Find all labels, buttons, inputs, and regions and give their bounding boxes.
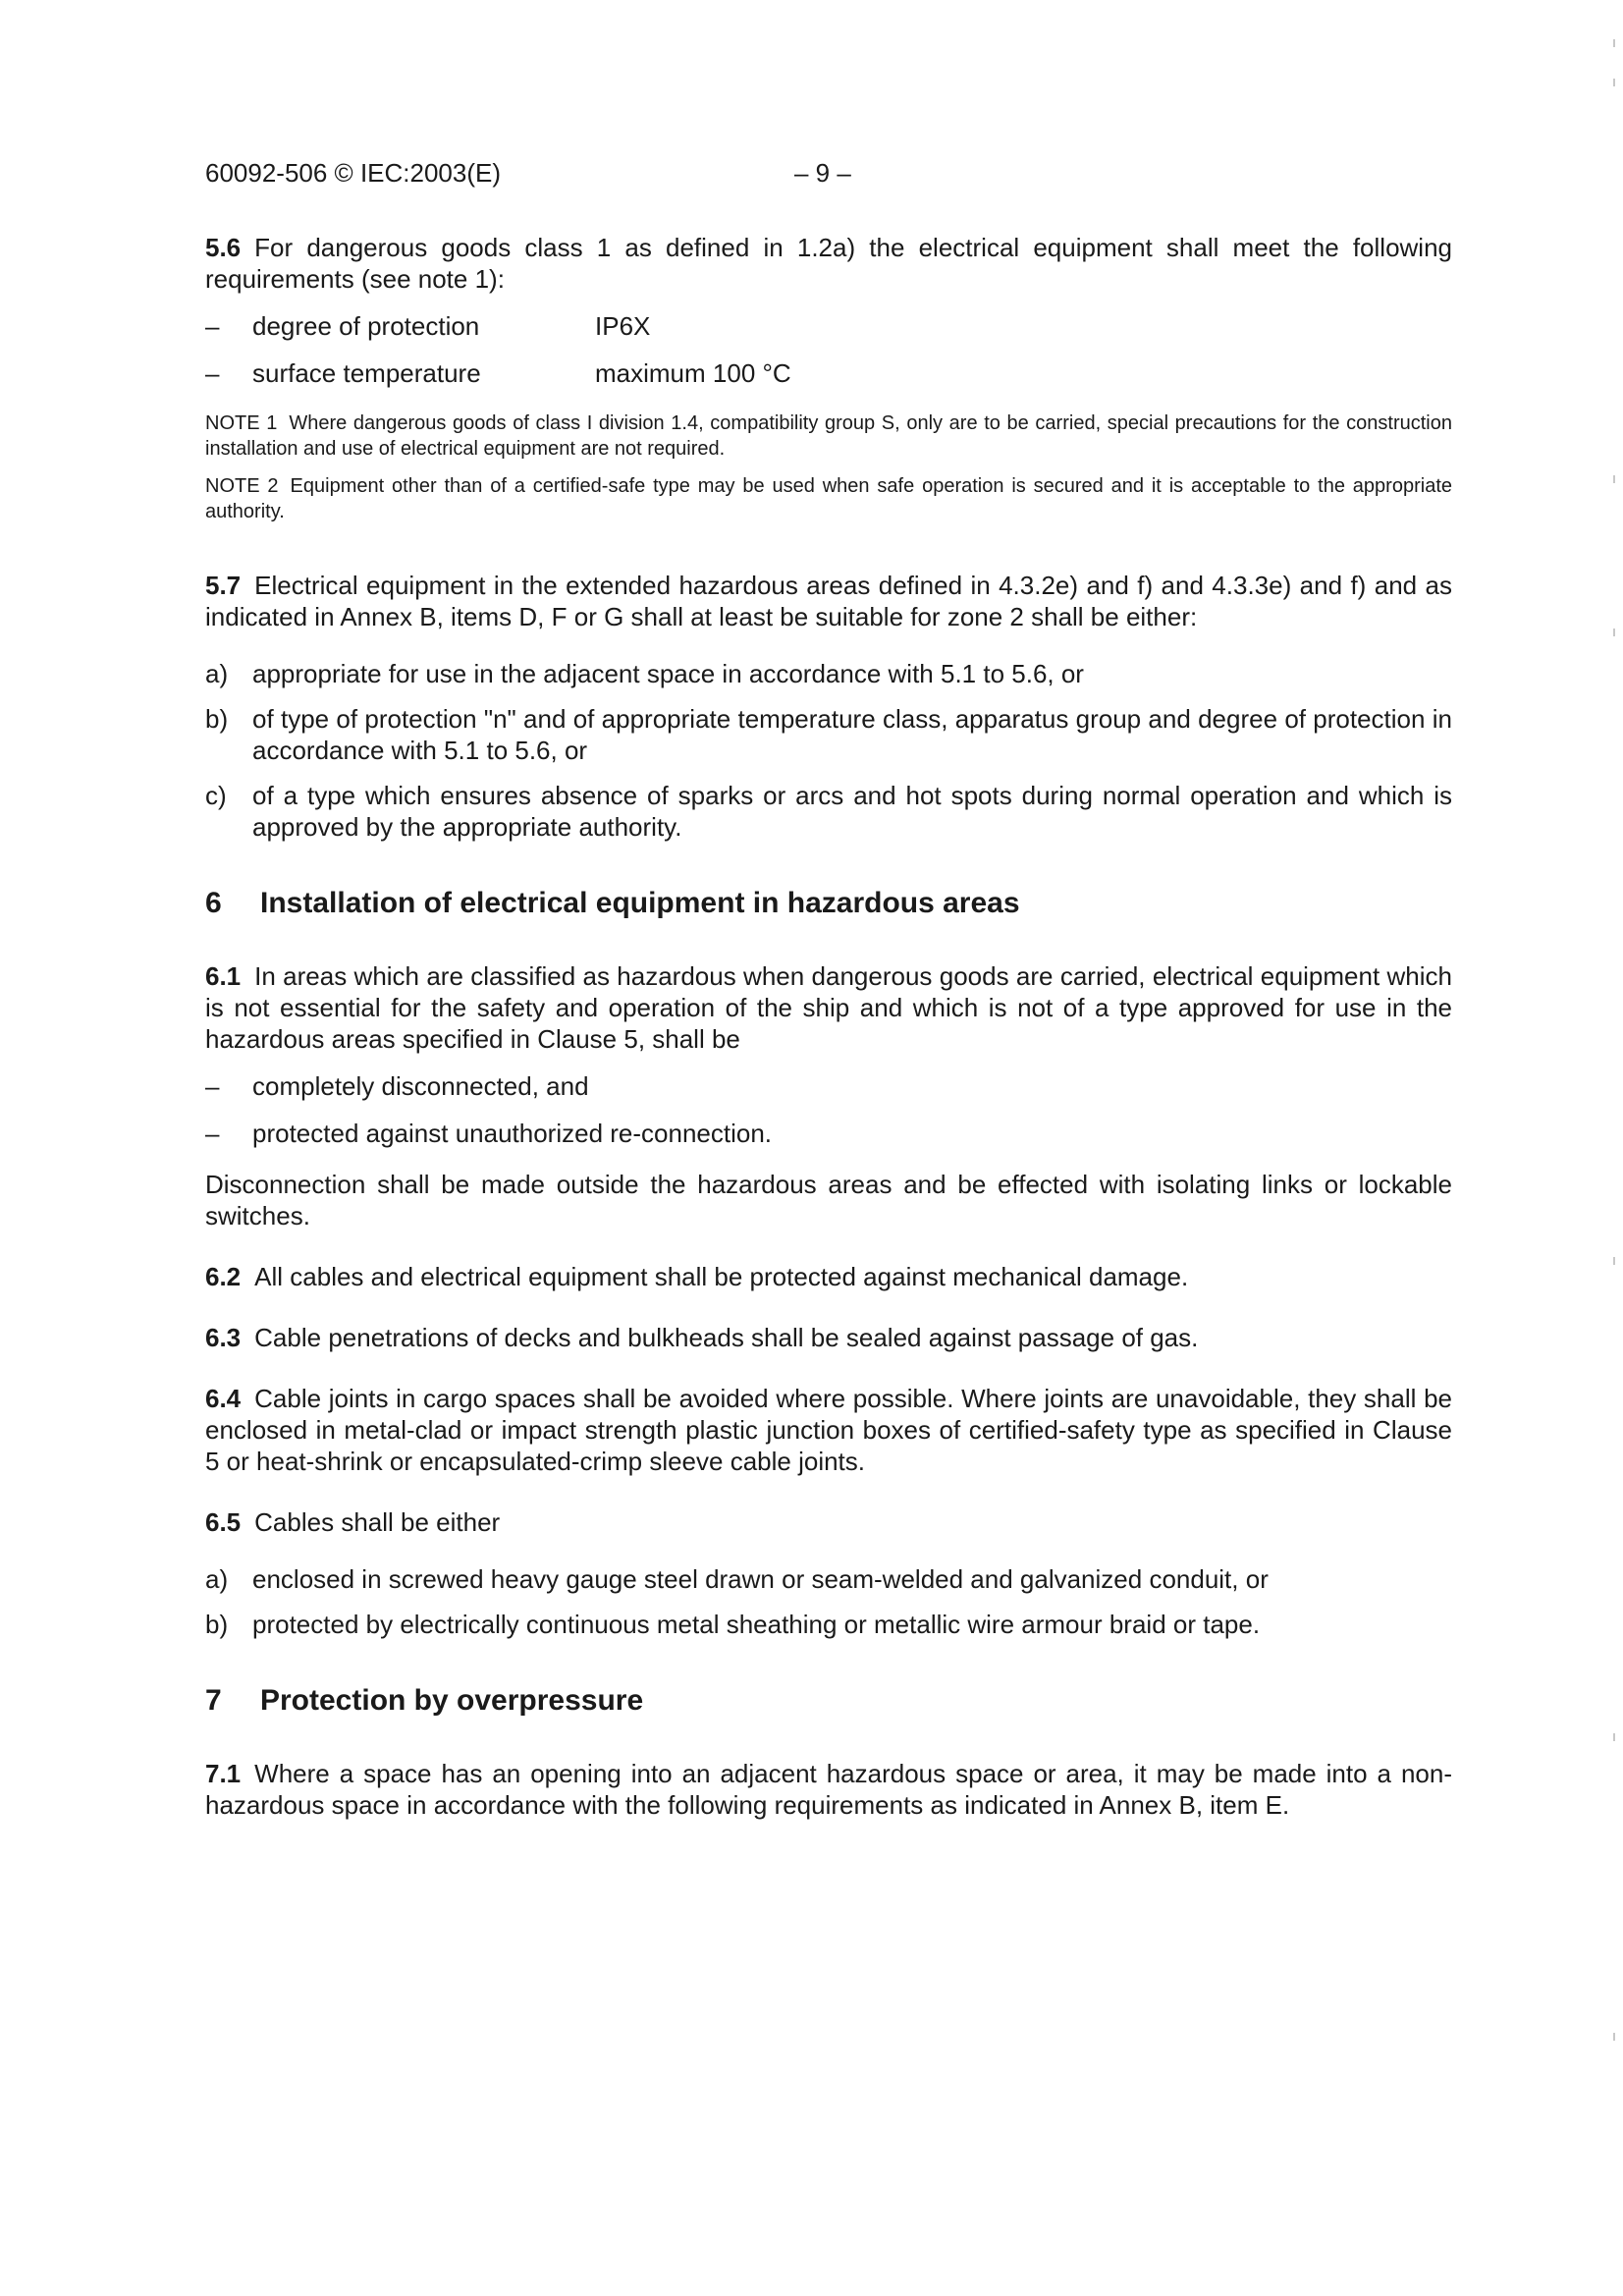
item-text: completely disconnected, and: [252, 1071, 589, 1101]
requirement-item: [205, 310, 1452, 342]
page-number: – 9 –: [794, 158, 851, 188]
requirement-value: IP6X: [595, 311, 651, 341]
item-marker: b): [205, 704, 229, 734]
clause-text: Where a space has an opening into an adjacent hazardous space or area, it may be made into a non-hazardous space in accordance with the following requirements as indicated in Annex B, item E.: [205, 1759, 1452, 1820]
list-item: [205, 658, 1452, 689]
note-1: [205, 410, 1452, 462]
clause-number: 6.5: [205, 1507, 242, 1537]
list-item: [205, 780, 1452, 843]
requirement-value: maximum 100 °C: [595, 358, 791, 388]
clause-text: Electrical equipment in the extended hazardous areas defined in 4.3.2e) and f) and 4.3.3e) and f) and as indicated in Annex B, items D, F or G shall at least be suitable for zone 2 shall be either:: [205, 571, 1452, 631]
note-label: NOTE 2: [205, 475, 279, 497]
list-item: [205, 1118, 1452, 1149]
clause-number: 7.1: [205, 1759, 242, 1788]
item-text: of a type which ensures absence of sparks or arcs and hot spots during normal operation and which is approved by the appropriate authority.: [252, 781, 1452, 842]
cable-options-list: [205, 1563, 1452, 1640]
document-reference: 60092-506 © IEC:2003(E): [205, 158, 502, 188]
list-item: [205, 703, 1452, 766]
clause-6-4: [205, 1383, 1452, 1477]
options-list: [205, 658, 1452, 843]
clause-6-3: [205, 1322, 1452, 1353]
disconnection-list: [205, 1070, 1452, 1149]
scan-mark: [1613, 79, 1615, 86]
note-text: Equipment other than of a certified-safe type may be used when safe operation is secured and it is acceptable to the appropriate authority.: [205, 475, 1452, 522]
clause-6-2: [205, 1261, 1452, 1292]
disconnection-paragraph: Disconnection shall be made outside the hazardous areas and be effected with isolating links or lockable switches.: [205, 1170, 1452, 1230]
clause-5-6: [205, 232, 1452, 295]
item-text: appropriate for use in the adjacent space in accordance with 5.1 to 5.6, or: [252, 659, 1084, 688]
scan-mark: [1613, 629, 1615, 636]
clause-text: For dangerous goods class 1 as defined in 1.2a) the electrical equipment shall meet the following requirements (see note 1):: [205, 233, 1452, 294]
item-marker: a): [205, 659, 229, 688]
clause-text: Cables shall be either: [254, 1507, 501, 1537]
section-title: Protection by overpressure: [260, 1684, 644, 1717]
requirement-label: degree of protection: [252, 311, 480, 341]
section-6-heading: [205, 886, 1452, 921]
document-body: [205, 232, 1452, 1821]
list-item: [205, 1563, 1452, 1595]
clause-number: 6.2: [205, 1262, 242, 1291]
dash-bullet: –: [205, 311, 220, 341]
item-text: enclosed in screwed heavy gauge steel drawn or seam-welded and galvanized conduit, or: [252, 1564, 1269, 1594]
requirement-item: [205, 357, 1452, 389]
clause-number: 6.1: [205, 961, 242, 991]
clause-7-1: [205, 1758, 1452, 1821]
page-header: [205, 157, 1452, 192]
clause-5-7: [205, 570, 1452, 632]
scan-mark: [1613, 2033, 1615, 2041]
scan-mark: [1613, 1257, 1615, 1265]
note-text: Where dangerous goods of class I division 1.4, compatibility group S, only are to be carried, special precautions for the construction installation and use of electrical equipment are not required.: [205, 412, 1452, 460]
item-text: protected by electrically continuous metal sheathing or metallic wire armour braid or tape.: [252, 1610, 1261, 1639]
requirement-label: surface temperature: [252, 358, 481, 388]
section-number: 6: [205, 887, 222, 919]
item-text: protected against unauthorized re-connection.: [252, 1119, 773, 1148]
clause-number: 6.3: [205, 1323, 242, 1352]
section-number: 7: [205, 1684, 222, 1717]
clause-number: 5.6: [205, 233, 242, 262]
dash-bullet: –: [205, 358, 220, 388]
item-text: of type of protection "n" and of appropriate temperature class, apparatus group and degree of protection in accordance with 5.1 to 5.6, or: [252, 704, 1452, 765]
clause-text: Cable penetrations of decks and bulkheads shall be sealed against passage of gas.: [254, 1323, 1199, 1352]
clause-number: 6.4: [205, 1384, 242, 1413]
scan-mark: [1613, 475, 1615, 483]
clause-text: Cable joints in cargo spaces shall be avoided where possible. Where joints are unavoidable, they shall be enclosed in metal-clad or impact strength plastic junction boxes of certified-safety type as specified in Clause 5 or heat-shrink or encapsulated-crimp sleeve cable joints.: [205, 1384, 1452, 1476]
clause-text: In areas which are classified as hazardous when dangerous goods are carried, electrical equipment which is not essential for the safety and operation of the ship and which is not of a type approved for use in the hazardous areas specified in Clause 5, shall be: [205, 961, 1452, 1054]
dash-bullet: –: [205, 1071, 220, 1101]
item-marker: c): [205, 781, 227, 810]
clause-text: All cables and electrical equipment shall be protected against mechanical damage.: [254, 1262, 1189, 1291]
section-7-heading: [205, 1683, 1452, 1719]
list-item: [205, 1070, 1452, 1102]
note-label: NOTE 1: [205, 412, 278, 434]
item-marker: a): [205, 1564, 229, 1594]
scan-mark: [1613, 1733, 1615, 1741]
section-title: Installation of electrical equipment in hazardous areas: [260, 887, 1020, 919]
clause-number: 5.7: [205, 571, 242, 600]
scan-mark: [1613, 39, 1615, 47]
list-item: [205, 1609, 1452, 1640]
dash-bullet: –: [205, 1119, 220, 1148]
clause-6-5: [205, 1506, 1452, 1538]
item-marker: b): [205, 1610, 229, 1639]
note-2: [205, 473, 1452, 524]
clause-6-1: [205, 960, 1452, 1055]
requirements-list: [205, 310, 1452, 389]
